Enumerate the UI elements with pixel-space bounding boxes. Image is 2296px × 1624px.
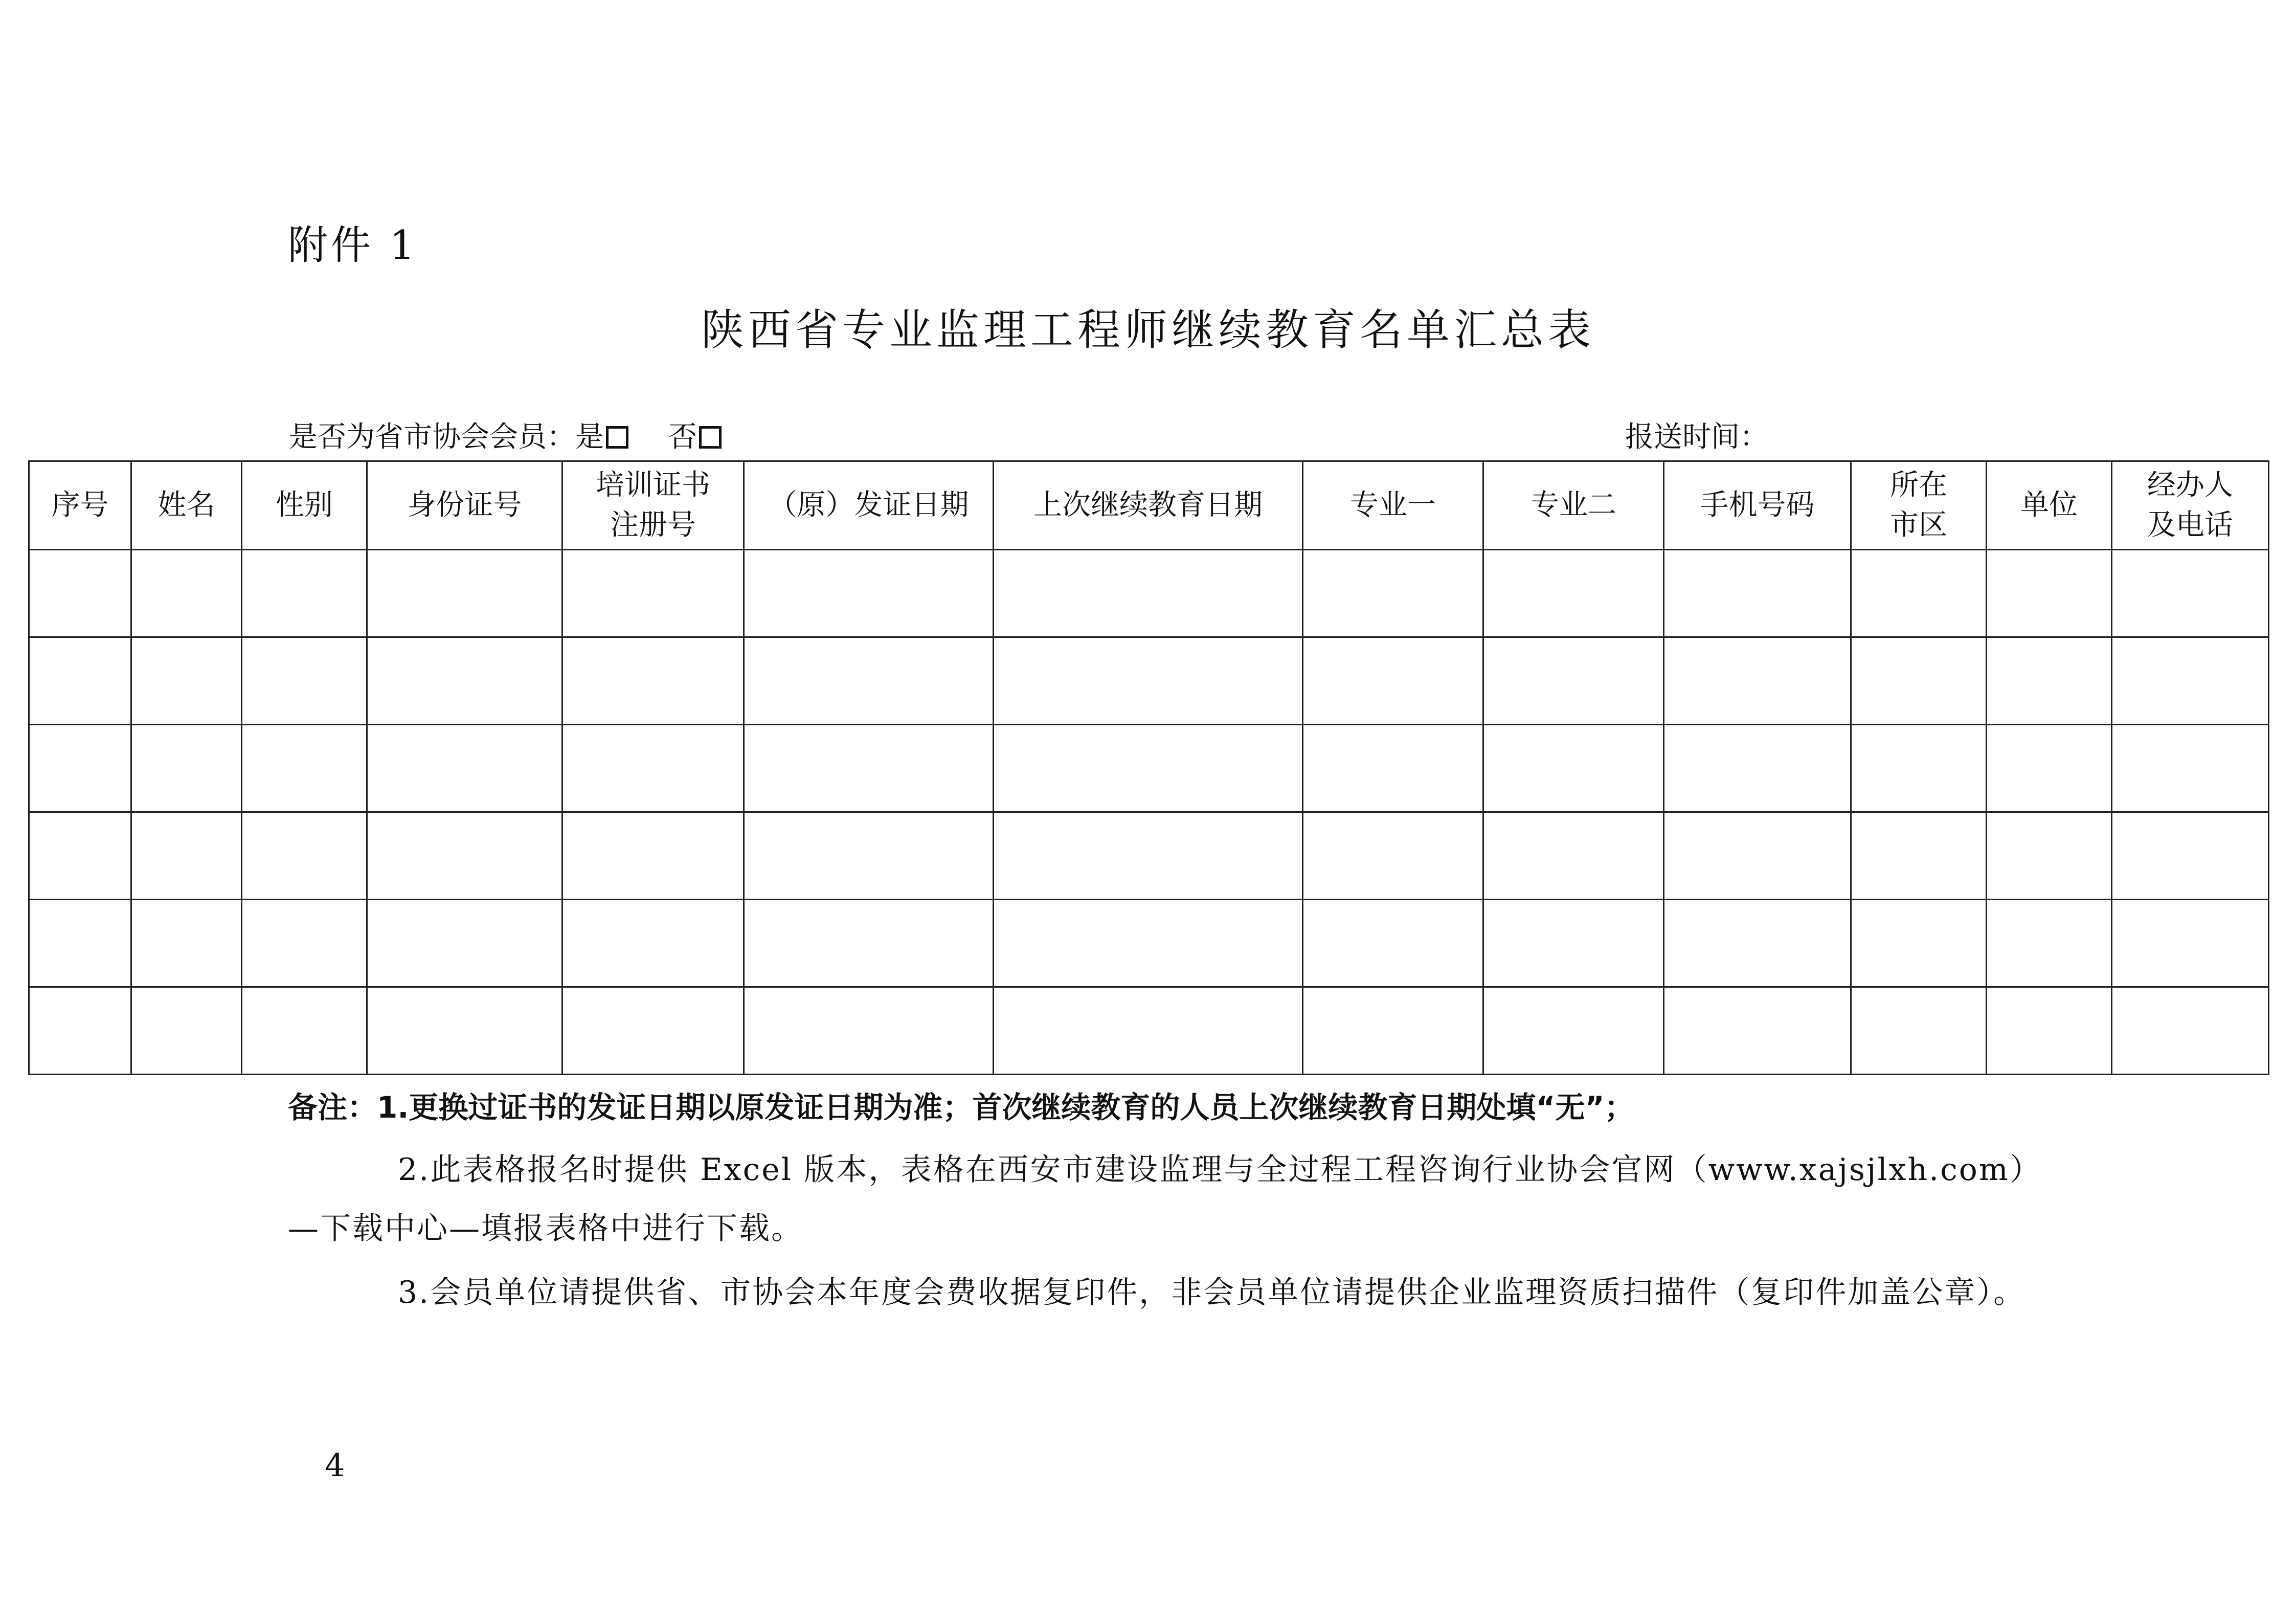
table-cell[interactable] [1851,900,1987,987]
table-cell[interactable] [562,900,744,987]
column-header [994,461,1303,550]
table-cell[interactable] [2112,900,2269,987]
table-cell[interactable] [367,812,562,900]
table-cell[interactable] [1851,550,1987,637]
yes-label: 是 [575,420,604,454]
table-cell[interactable] [131,550,242,637]
table-row [29,637,2269,725]
table-cell[interactable] [744,550,994,637]
table-cell[interactable] [1483,725,1664,812]
column-header-line: 市区 [1890,508,1947,542]
column-header [1664,461,1851,550]
column-header-line: 序号 [51,488,109,522]
column-header-line: 及电话 [2147,508,2233,542]
column-header [1483,461,1664,550]
table-cell[interactable] [1851,987,1987,1075]
column-header [1987,461,2112,550]
table-cell[interactable] [994,637,1303,725]
table-cell[interactable] [367,900,562,987]
column-header-line: 所在 [1890,469,1947,502]
column-header-line: 经办人 [2147,469,2233,502]
column-header-line: 身份证号 [407,488,522,522]
table-row [29,550,2269,637]
table-cell[interactable] [562,550,744,637]
table-cell[interactable] [1483,812,1664,900]
table-cell[interactable] [1303,550,1483,637]
roster-table [28,460,2269,1075]
table-cell[interactable] [994,725,1303,812]
column-header-line: 专业二 [1530,488,1616,522]
table-cell[interactable] [242,987,367,1075]
table-cell[interactable] [1987,637,2112,725]
table-cell[interactable] [131,637,242,725]
table-cell[interactable] [242,637,367,725]
table-cell[interactable] [2112,987,2269,1075]
table-cell[interactable] [242,812,367,900]
table-cell[interactable] [1303,812,1483,900]
column-header-line: 姓名 [157,488,215,522]
table-cell[interactable] [744,812,994,900]
table-cell[interactable] [1987,987,2112,1075]
table-cell[interactable] [367,637,562,725]
column-header [1851,461,1987,550]
table-cell[interactable] [1851,725,1987,812]
table-cell[interactable] [1303,900,1483,987]
table-row [29,987,2269,1075]
table-body [29,550,2269,1075]
column-header-line: 培训证书 [596,469,710,502]
attachment-label: 附件 1 [288,223,418,269]
table-cell[interactable] [367,550,562,637]
column-header-line: 手机号码 [1700,488,1815,522]
table-row [29,900,2269,987]
table-cell[interactable] [1303,987,1483,1075]
table-cell[interactable] [744,987,994,1075]
column-header [131,461,242,550]
table-cell[interactable] [242,725,367,812]
table-cell[interactable] [994,812,1303,900]
column-header-line: 注册号 [610,508,696,542]
table-cell[interactable] [1664,900,1851,987]
column-header-line: 单位 [2020,488,2078,522]
table-cell[interactable] [29,550,131,637]
table-cell[interactable] [29,725,131,812]
column-header [2112,461,2269,550]
column-header-line: （原）发证日期 [768,488,969,522]
column-header-line: 上次继续教育日期 [1033,488,1263,522]
table-cell[interactable] [744,637,994,725]
table-cell[interactable] [1303,637,1483,725]
membership-question [289,417,726,458]
column-header [1303,461,1483,550]
table-cell[interactable] [562,637,744,725]
table-cell[interactable] [1987,725,2112,812]
table-cell[interactable] [1987,550,2112,637]
table-cell[interactable] [367,725,562,812]
column-header-line: 专业一 [1350,488,1436,522]
table-cell[interactable] [242,900,367,987]
page-title: 陕西省专业监理工程师继续教育名单汇总表 [701,305,1595,355]
table-cell[interactable] [1851,637,1987,725]
table-cell[interactable] [367,987,562,1075]
table-cell[interactable] [29,637,131,725]
no-checkbox[interactable] [699,426,722,449]
table-cell[interactable] [1664,637,1851,725]
table-header-row [29,461,2269,550]
table-cell[interactable] [29,900,131,987]
column-header-line: 性别 [276,488,333,522]
notes-section [288,1079,2027,1322]
table-cell[interactable] [1483,900,1664,987]
column-header [242,461,367,550]
table-cell[interactable] [744,725,994,812]
table-cell[interactable] [744,900,994,987]
column-header [562,461,744,550]
table-cell[interactable] [1851,812,1987,900]
table-cell[interactable] [562,725,744,812]
table-cell[interactable] [242,550,367,637]
table-cell[interactable] [2112,812,2269,900]
note-3: 3.会员单位请提供省、市协会本年度会费收据复印件，非会员单位请提供企业监理资质扫描件（复印件加盖公章）。 [398,1275,2026,1310]
table-cell[interactable] [562,812,744,900]
table-cell[interactable] [1987,812,2112,900]
table-row [29,812,2269,900]
no-label: 否 [668,420,697,454]
table-cell[interactable] [1664,812,1851,900]
table-cell[interactable] [994,550,1303,637]
table-cell[interactable] [2112,725,2269,812]
column-header [367,461,562,550]
table-cell[interactable] [1483,987,1664,1075]
table-cell[interactable] [1664,725,1851,812]
table-cell[interactable] [29,812,131,900]
table-cell[interactable] [2112,550,2269,637]
table-cell[interactable] [1664,550,1851,637]
table-cell[interactable] [131,900,242,987]
table-cell[interactable] [1303,725,1483,812]
column-header [744,461,994,550]
table-cell[interactable] [2112,637,2269,725]
note-1: 备注：1.更换过证书的发证日期以原发证日期为准；首次继续教育的人员上次继续教育日期处填“无”； [288,1090,1634,1125]
table-cell[interactable] [1483,637,1664,725]
table-cell[interactable] [131,725,242,812]
yes-checkbox[interactable] [606,426,628,449]
table-cell[interactable] [1664,987,1851,1075]
note-2: 2.此表格报名时提供 Excel 版本，表格在西安市建设监理与全过程工程咨询行业协会官网（www.xajsjlxh.com）—下载中心—填报表格中进行下载。 [288,1152,2027,1247]
table-cell[interactable] [1483,550,1664,637]
report-time-label: 报送时间： [1625,420,1768,454]
page-number: 4 [325,1447,345,1484]
table-cell[interactable] [131,812,242,900]
table-cell[interactable] [562,987,744,1075]
membership-question-label: 是否为省市协会会员： [289,420,575,454]
table-cell[interactable] [29,987,131,1075]
table-cell[interactable] [994,900,1303,987]
table-cell[interactable] [131,987,242,1075]
table-cell[interactable] [994,987,1303,1075]
column-header [29,461,131,550]
table-cell[interactable] [1987,900,2112,987]
table-row [29,725,2269,812]
